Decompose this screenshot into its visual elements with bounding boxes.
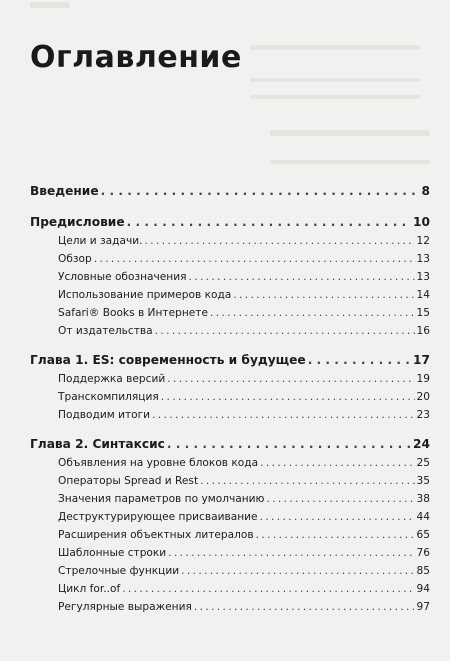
leader-dots [260, 454, 414, 472]
leader-dots [152, 406, 414, 424]
toc-entry[interactable] [30, 370, 430, 388]
entry-page-number: 13 [416, 271, 430, 283]
bleed-through [250, 45, 420, 50]
entry-page-number: 65 [416, 529, 430, 541]
entry-label: Расширения объектных литералов [58, 529, 254, 541]
leader-dots [101, 181, 420, 201]
toc-entry[interactable] [30, 406, 430, 424]
entry-page-number: 14 [416, 289, 430, 301]
chapter-label: Предисловие [30, 215, 125, 229]
entry-page-number: 23 [416, 409, 430, 421]
entry-page-number: 76 [416, 547, 430, 559]
entry-page-number: 15 [416, 307, 430, 319]
entry-page-number: 44 [416, 511, 430, 523]
leader-dots [168, 544, 414, 562]
chapter-page-number: 17 [413, 353, 430, 367]
entry-label: Объявления на уровне блоков кода [58, 457, 259, 469]
entry-label: Шаблонные строки [58, 547, 167, 559]
leader-dots [161, 388, 415, 406]
entry-label: Safari® Books в Интернете [58, 307, 208, 319]
toc-entry[interactable] [30, 322, 430, 340]
leader-dots [155, 322, 415, 340]
entry-label: Значения параметров по умолчанию [58, 493, 265, 505]
toc-entry[interactable] [30, 388, 430, 406]
leader-dots [266, 490, 414, 508]
leader-dots [167, 370, 414, 388]
chapter-label: Глава 2. Синтаксис [30, 437, 165, 451]
leader-dots [233, 286, 414, 304]
bleed-through [270, 130, 430, 136]
bleed-through [250, 78, 420, 82]
toc-entry[interactable] [30, 454, 430, 472]
toc-entry[interactable] [30, 472, 430, 490]
entry-label: Регулярные выражения [58, 601, 192, 613]
entry-label: Использование примеров кода [58, 289, 232, 301]
entry-page-number: 35 [416, 475, 430, 487]
entry-label: Подводим итоги [58, 409, 151, 421]
toc-entry[interactable] [30, 508, 430, 526]
table-of-contents [30, 181, 430, 616]
leader-dots [200, 472, 414, 490]
leader-dots [188, 268, 414, 286]
toc-entry[interactable] [30, 544, 430, 562]
leader-dots [127, 212, 411, 232]
bleed-through [270, 160, 430, 164]
entry-label: Цели и задачи. [58, 235, 143, 247]
entry-label: Операторы Spread и Rest [58, 475, 199, 487]
bleed-through [250, 95, 420, 99]
toc-entry[interactable] [30, 562, 430, 580]
toc-entry[interactable] [30, 580, 430, 598]
leader-dots [194, 598, 415, 616]
entry-label: Цикл for..of [58, 583, 121, 595]
leader-dots [181, 562, 414, 580]
entry-page-number: 38 [416, 493, 430, 505]
toc-entry[interactable] [30, 304, 430, 322]
entry-label: От издательства [58, 325, 153, 337]
entry-page-number: 97 [416, 601, 430, 613]
entry-label: Деструктурирующее присваивание [58, 511, 258, 523]
entry-page-number: 16 [416, 325, 430, 337]
bleed-through [30, 2, 70, 8]
chapter-page-number: 8 [421, 184, 430, 198]
leader-dots [210, 304, 415, 322]
toc-entry[interactable] [30, 268, 430, 286]
toc-chapter-intro[interactable] [30, 181, 430, 201]
toc-entry[interactable] [30, 286, 430, 304]
chapter-page-number: 24 [413, 437, 430, 451]
toc-entry[interactable] [30, 232, 430, 250]
chapter-label: Глава 1. ES: современность и будущее [30, 353, 306, 367]
entry-label: Условные обозначения [58, 271, 187, 283]
toc-entry[interactable] [30, 526, 430, 544]
toc-entry[interactable] [30, 250, 430, 268]
entry-page-number: 25 [416, 457, 430, 469]
entry-page-number: 13 [416, 253, 430, 265]
toc-chapter-2[interactable] [30, 434, 430, 454]
leader-dots [256, 526, 415, 544]
toc-entry[interactable] [30, 598, 430, 616]
chapter-label: Введение [30, 184, 99, 198]
leader-dots [122, 580, 414, 598]
toc-chapter-1[interactable] [30, 350, 430, 370]
entry-page-number: 12 [416, 235, 430, 247]
page-title: Оглавление [30, 40, 242, 75]
entry-page-number: 20 [416, 391, 430, 403]
entry-page-number: 85 [416, 565, 430, 577]
entry-label: Стрелочные функции [58, 565, 180, 577]
entry-label: Поддержка версий [58, 373, 166, 385]
leader-dots [94, 250, 415, 268]
entry-page-number: 19 [416, 373, 430, 385]
toc-chapter-preface[interactable] [30, 212, 430, 232]
leader-dots [144, 232, 414, 250]
leader-dots [260, 508, 415, 526]
leader-dots [167, 434, 411, 454]
leader-dots [308, 350, 411, 370]
entry-label: Обзор [58, 253, 92, 265]
toc-entry[interactable] [30, 490, 430, 508]
chapter-page-number: 10 [413, 215, 430, 229]
entry-label: Транскомпиляция [58, 391, 159, 403]
entry-page-number: 94 [416, 583, 430, 595]
